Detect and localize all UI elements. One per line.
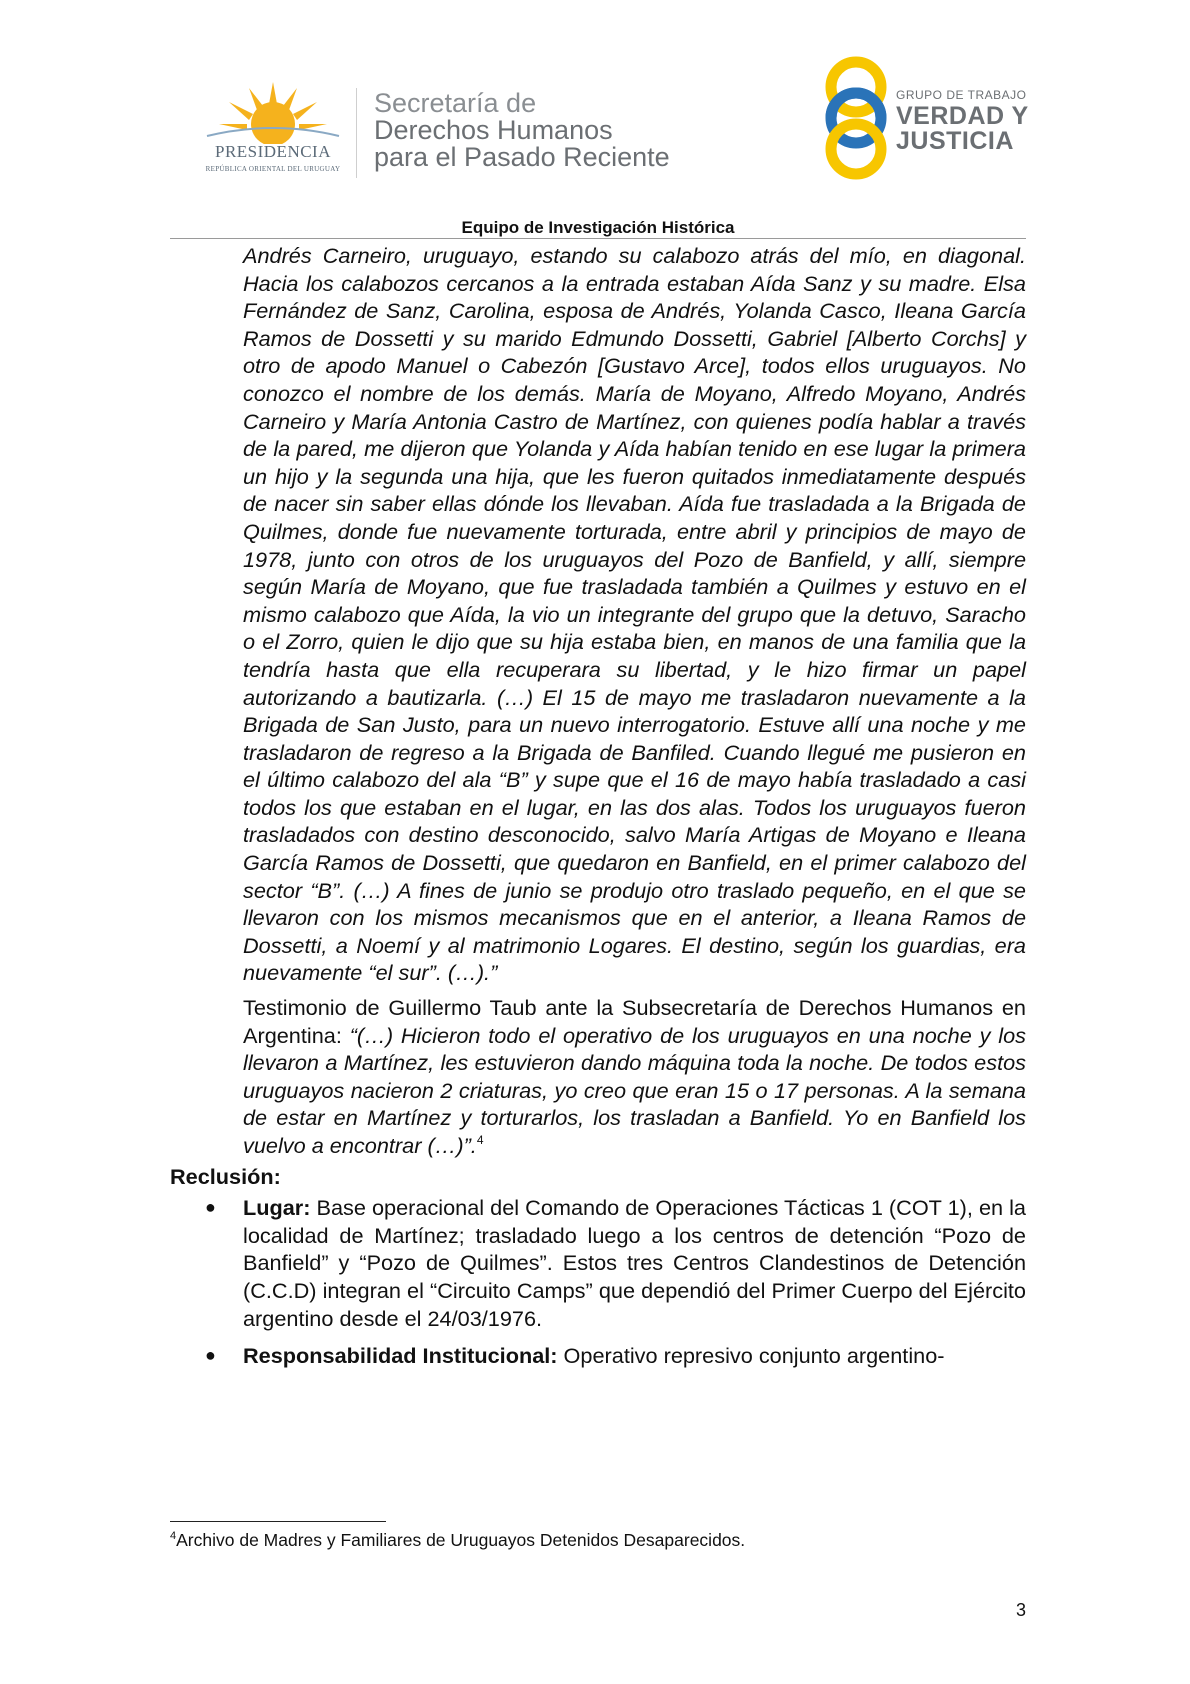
taub-intro: Testimonio de Guillermo Taub ante la Subsecretaría de Derechos Humanos en Argentina: xyxy=(243,995,1026,1048)
grupo-line-1: VERDAD Y xyxy=(896,102,1029,130)
footnote xyxy=(170,1530,745,1551)
grupo-verdad-justicia-logo xyxy=(818,56,1028,181)
footnote-text: Archivo de Madres y Familiares de Uruguayos Detenidos Desaparecidos. xyxy=(176,1530,746,1550)
bullet-icon: ● xyxy=(205,1197,216,1218)
header-divider xyxy=(356,88,357,178)
footnote-number: 4 xyxy=(170,1530,177,1542)
list-item xyxy=(205,1342,1026,1370)
bullet-label: Responsabilidad Institucional: xyxy=(243,1343,558,1369)
bullet-text: Operativo represivo conjunto argentino- xyxy=(557,1343,945,1369)
team-heading: Equipo de Investigación Histórica xyxy=(461,218,735,237)
footnote-rule xyxy=(170,1521,386,1522)
testimony-quote: Andrés Carneiro, uruguayo, estando su calabozo atrás del mío, en diagonal. Hacia los calabozos cercanos a la entrada estaban Aída Sanz y su madre. Elsa Fernández de Sanz, Carolina, esposa de Andrés, Yolanda Casco, Ileana García Ramos de Dossetti y su marido Edmundo Dossetti, Gabriel [Alberto Corchs] y otro de apodo Manuel o Cabezón [Gustavo Arce], todos ellos uruguayos. No conozco el nombre de los demás. María de Moyano, Alfredo Moyano, Andrés Carneiro y María Antonia Castro de Martínez, con quienes podía hablar a través de la pared, me dijeron que Yolanda y Aída habían tenido en ese lugar la primera un hijo y la segunda una hija, que les fueron quitados inmediatamente después de nacer sin saber ellas dónde los llevaban. Aída fue trasladada a la Brigada de Quilmes, donde fue nuevamente torturada, entre abril y principios de mayo de 1978, junto con otros de los uruguayos del Pozo de Banfield, y allí, siempre según María de Moyano, que fue trasladada también a Quilmes y estuvo en el mismo calabozo que Aída, la vio un integrante del grupo que la detuvo, Saracho o el Zorro, quien le dijo que su hija estaba bien, en manos de una familia que la tendría hasta que ella recuperara su libertad, y le hizo firmar un papel autorizando a bautizarla. (…) El 15 de mayo me trasladaron nuevamente a la Brigada de San Justo, para un nuevo interrogatorio. Estuve allí una noche y me trasladaron de regreso a la Brigada de Banfiled. Cuando llegué me pusieron en el último calabozo del ala “B” y supe que el 16 de mayo había trasladado a casi todos los que estaban en el lugar, en las dos alas. Todos los uruguayos fueron trasladados con destino desconocido, salvo María Artigas de Moyano e Ileana García Ramos de Dossetti, que quedaron en Banfield, en el primer calabozo del sector “B”. (…) A fines de junio se produjo otro traslado pequeño, en el que se llevaron con los mismos mecanismos que en el anterior, a Ileana Ramos de Dossetti, a Noemí y al matrimonio Logares. El destino, según los guardias, era nuevamente “el sur”. (…).” xyxy=(243,243,1026,986)
secretaria-line-3: para el Pasado Reciente xyxy=(374,142,670,172)
taub-testimony xyxy=(243,994,1026,1160)
presidencia-logo xyxy=(197,80,349,180)
page-number: 3 xyxy=(1015,1600,1026,1620)
grupo-line-2: JUSTICIA xyxy=(896,127,1014,155)
footnote-reference[interactable]: 4 xyxy=(476,1133,484,1147)
bullet-text: Base operacional del Comando de Operaciones Tácticas 1 (COT 1), en la localidad de Martínez; trasladado luego a los centros de detención “Pozo de Banfield” y “Pozo de Quilmes”. Estos tres Centros Clandestinos de Detención (C.C.D) integran el “Circuito Camps” que dependió del Primer Cuerpo del Ejército argentino desde el 24/03/1976. xyxy=(243,1195,1026,1331)
secretaria-line-2: Derechos Humanos xyxy=(374,115,613,145)
document-body xyxy=(170,242,1026,1370)
sun-icon xyxy=(197,80,349,144)
bullet-label: Lugar: xyxy=(243,1195,311,1221)
grupo-small-label: GRUPO DE TRABAJO xyxy=(896,88,1027,102)
secretaria-title xyxy=(374,90,670,171)
secretaria-line-1: Secretaría de xyxy=(374,88,537,118)
taub-quote: “(…) Hicieron todo el operativo de los uruguayos en una noche y los llevaron a Martínez, les estuvieron dando máquina toda la noche. De todos estos uruguayos nacieron 2 criaturas, yo creo que eran 15 o 17 personas. A la semana de estar en Martínez y torturarlos, los trasladan a Banfield. Yo en Banfield los vuelvo a encontrar (…)”. xyxy=(243,1022,1027,1158)
list-item xyxy=(205,1194,1026,1332)
bullet-icon: ● xyxy=(205,1345,216,1366)
section-heading: Reclusión: xyxy=(170,1163,281,1189)
rings-icon xyxy=(818,56,894,181)
presidencia-word: PRESIDENCIA xyxy=(214,142,331,161)
presidencia-subtitle: REPÚBLICA ORIENTAL DEL URUGUAY xyxy=(205,165,341,173)
header-rule xyxy=(170,238,1026,239)
